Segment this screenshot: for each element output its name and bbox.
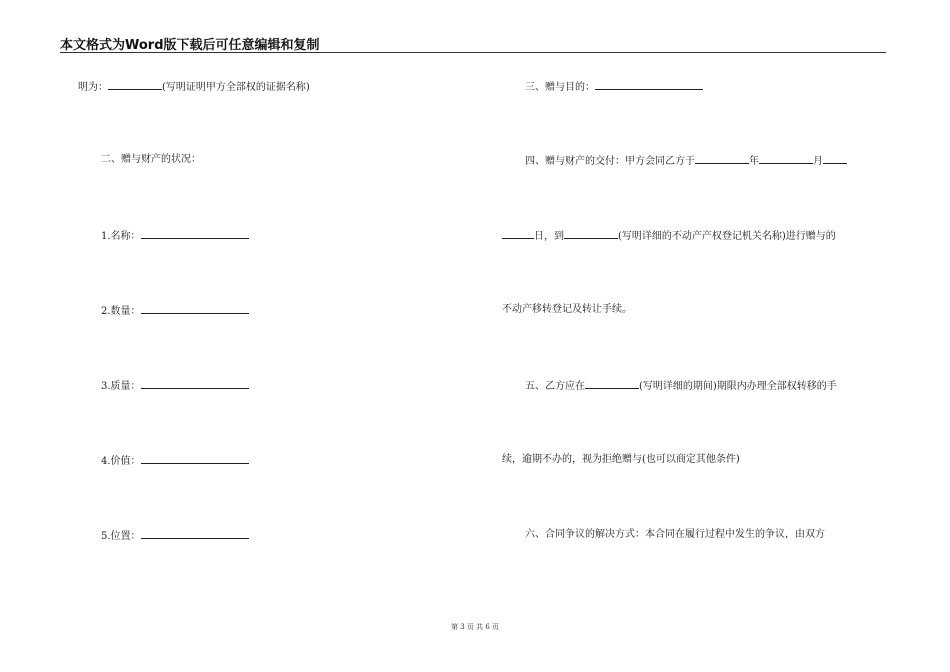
proof-prefix: 明为： [78,82,108,93]
blank-line [595,80,703,90]
blank-line [141,229,249,239]
section-4 [525,154,847,168]
section-4-rest: (写明详细的不动产产权登记机关名称)进行赠与的 [618,231,836,242]
item-label: 3.质量： [101,381,141,392]
page-number: 第 3 页 共 6 页 [450,623,500,631]
section-6: 六、合同争议的解决方式：本合同在履行过程中发生的争议，由双方 [525,529,825,540]
section-4-end: 不动产移转登记及转让手续。 [502,304,632,315]
blank-line [759,154,813,164]
item-label: 1.名称： [101,231,141,242]
header-title: 本文格式为Word版下载后可任意编辑和复制 [60,38,320,53]
day-label: 日，到 [534,231,564,242]
blank-line [141,379,249,389]
blank-line [823,154,847,164]
item-quality [101,379,249,393]
item-label: 2.数量： [101,306,141,317]
blank-line [585,379,639,389]
section-3 [525,80,703,94]
item-label: 5.位置： [101,531,141,542]
blank-line [564,229,618,239]
blank-line [695,154,749,164]
section-5-prefix: 五、乙方应在 [525,381,585,392]
proof-suffix: (写明证明甲方全部权的证据名称) [162,82,310,93]
section-4-continued [502,229,836,243]
item-value [101,454,249,468]
month-label: 月 [813,156,823,167]
item-quantity [101,304,249,318]
item-name [101,229,249,243]
item-label: 4.价值： [101,456,141,467]
blank-line [141,529,249,539]
section-4-prefix: 四、赠与财产的交付：甲方会同乙方于 [525,156,695,167]
section-5-rest: (写明详细的期间)期限内办理全部权转移的手 [639,381,837,392]
blank-line [141,454,249,464]
item-location [101,529,249,543]
blank-line [108,80,162,90]
blank-line [502,229,534,239]
blank-line [141,304,249,314]
section-2-heading: 二、赠与财产的状况： [101,154,201,165]
section-5-end: 续，逾期不办的，视为拒绝赠与(也可以商定其他条件) [502,454,740,465]
section-3-label: 三、赠与目的： [525,82,595,93]
page-header [60,34,886,53]
section-5 [525,379,837,393]
year-label: 年 [749,156,759,167]
proof-line [78,80,310,94]
